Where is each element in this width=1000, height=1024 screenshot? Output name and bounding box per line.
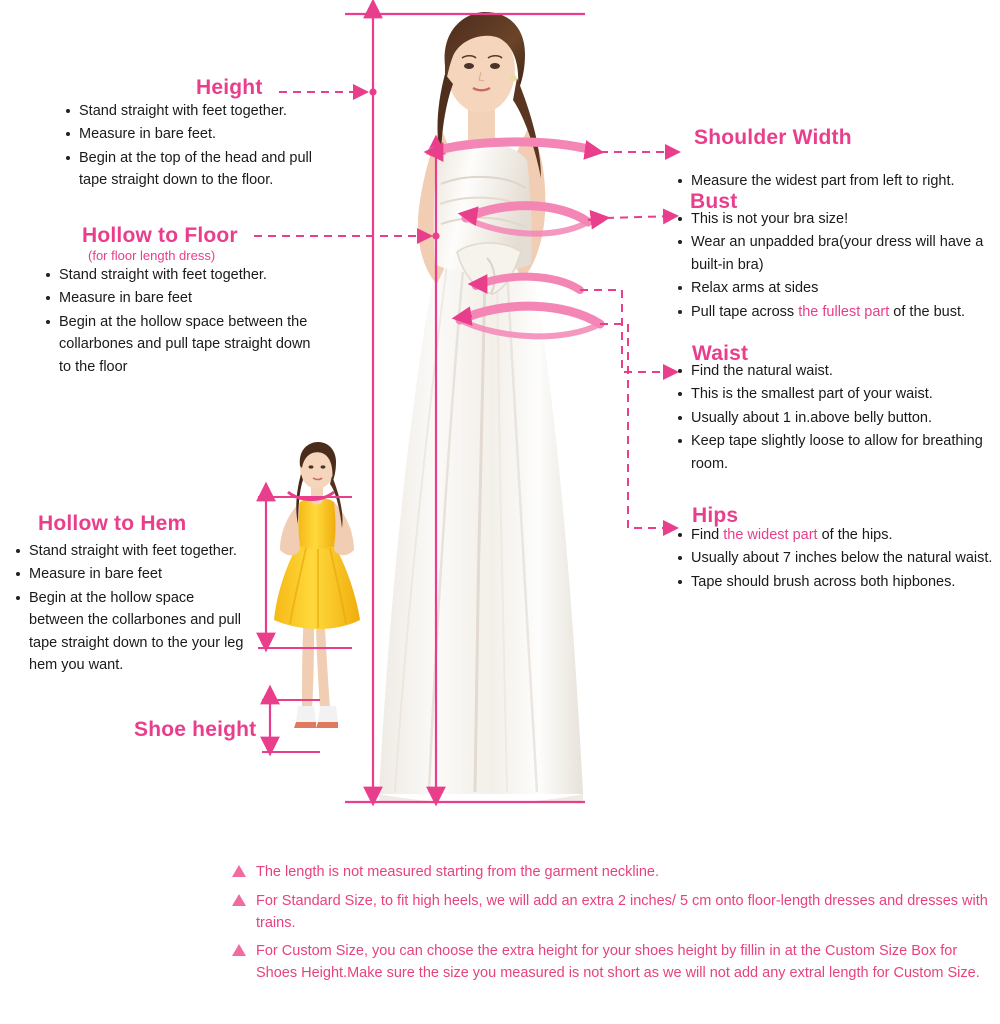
footer-note-1-text: The length is not measured starting from the garment neckline. xyxy=(256,864,659,880)
height-label: Height xyxy=(196,76,263,99)
hollow-to-hem-label: Hollow to Hem xyxy=(38,512,187,535)
hollow-to-hem-bullets xyxy=(14,540,250,678)
hips-label: Hips xyxy=(692,504,739,527)
hips-bullet-1 xyxy=(676,524,996,546)
hips-bullet-1-prefix: Find xyxy=(691,527,724,543)
hips-bullet-3: Tape should brush across both hipbones. xyxy=(676,571,996,593)
bust-bullet-4-suffix: of the bust. xyxy=(889,303,966,320)
hollow-to-floor-bullets xyxy=(44,264,324,379)
footer-note-2-text: For Standard Size, to fit high heels, we will add an extra 2 inches/ 5 cm onto floor-length dresses and dresses with trains. xyxy=(256,892,988,931)
bust-bullet-2: Wear an unpadded bra(your dress will have a built-in bra) xyxy=(676,231,996,276)
footer-notes xyxy=(232,862,992,992)
hollow-to-floor-sublabel: (for floor length dress) xyxy=(88,248,216,263)
hips-bullets xyxy=(676,524,996,594)
height-bullet-2: Measure in bare feet. xyxy=(64,123,336,145)
shoe-height-label: Shoe height xyxy=(134,718,257,741)
bust-label: Bust xyxy=(690,190,738,213)
hips-highlight: the widest part xyxy=(723,527,818,543)
bust-bullet-1: This is not your bra size! xyxy=(676,208,996,230)
hips-bullet-1-suffix: of the hips. xyxy=(817,527,893,543)
waist-label: Waist xyxy=(692,342,749,365)
shoulder-width-label: Shoulder Width xyxy=(694,126,852,149)
warning-triangle-icon xyxy=(232,894,246,906)
bust-bullet-4-prefix: Pull tape across xyxy=(691,303,799,320)
hollow-to-floor-bullet-2: Measure in bare feet xyxy=(44,287,324,309)
waist-bullet-1: Find the natural waist. xyxy=(676,360,996,382)
footer-note-3 xyxy=(232,941,992,985)
hollow-to-hem-bullet-2: Measure in bare feet xyxy=(14,563,250,585)
hollow-to-floor-bullet-1: Stand straight with feet together. xyxy=(44,264,324,286)
footer-note-3-text: For Custom Size, you can choose the extra height for your shoes height by fillin in at the Custom Size Box for Shoes Height.Make sure the size you measured is not short as we will not add any extral length for Custom Size. xyxy=(256,943,980,981)
hollow-to-floor-label: Hollow to Floor xyxy=(82,224,238,247)
height-bullets xyxy=(64,100,336,193)
footer-note-2 xyxy=(232,891,992,935)
bust-bullets xyxy=(676,208,996,324)
waist-bullet-2: This is the smallest part of your waist. xyxy=(676,383,996,405)
warning-triangle-icon xyxy=(232,944,246,956)
height-bullet-3: Begin at the top of the head and pull tape straight down to the floor. xyxy=(64,147,336,192)
waist-bullet-4: Keep tape slightly loose to allow for breathing room. xyxy=(676,430,996,475)
hollow-to-hem-bullet-1: Stand straight with feet together. xyxy=(14,540,250,562)
bust-highlight: the fullest part xyxy=(798,303,890,320)
warning-triangle-icon xyxy=(232,865,246,877)
bust-bullet-3: Relax arms at sides xyxy=(676,277,996,299)
hollow-to-floor-bullet-3: Begin at the hollow space between the collarbones and pull tape straight down to the floor xyxy=(44,311,324,378)
bust-bullet-4 xyxy=(676,301,996,323)
shoulder-width-bullet-1: Measure the widest part from left to right. xyxy=(676,170,996,192)
height-bullet-1: Stand straight with feet together. xyxy=(64,100,336,122)
footer-note-1 xyxy=(232,862,992,884)
hips-bullet-2: Usually about 7 inches below the natural waist. xyxy=(676,547,996,569)
waist-bullets xyxy=(676,360,996,476)
waist-bullet-3: Usually about 1 in.above belly button. xyxy=(676,407,996,429)
hollow-to-hem-bullet-3: Begin at the hollow space between the collarbones and pull tape straight down to the your leg hem you want. xyxy=(14,587,250,677)
